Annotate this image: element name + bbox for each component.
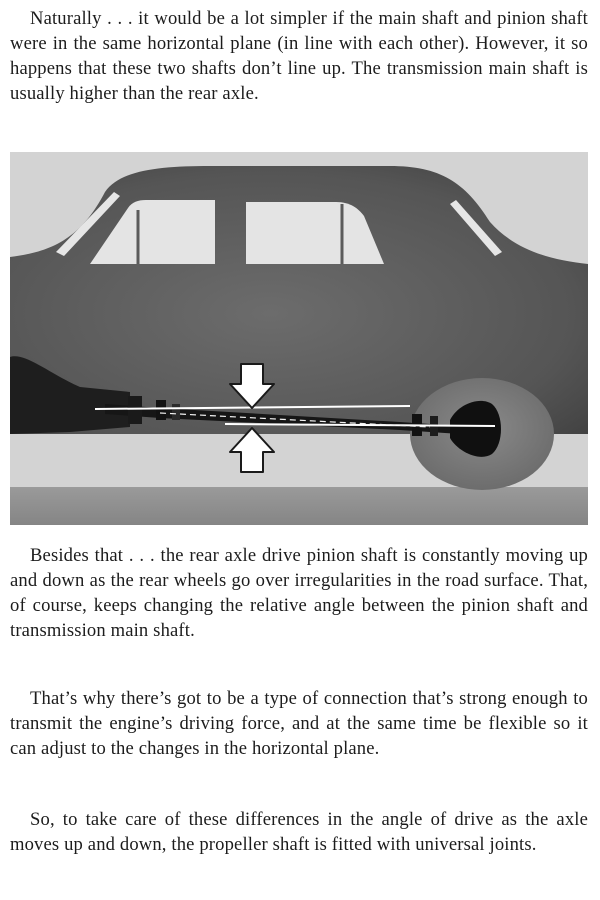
- front-joint-ring: [172, 404, 180, 420]
- paragraph-4: So, to take care of these differences in the angle of drive as the axle moves up and down, the propeller shaft is fitted with universal joints.: [10, 809, 588, 855]
- ground: [10, 487, 588, 525]
- paragraph-2: Besides that . . . the rear axle drive pinion shaft is constantly moving up and down as the rear wheels go over irregularities in the road surface. That, of course, keeps changing the relative angle between the pinion shaft and transmission main shaft.: [10, 545, 588, 641]
- paragraph-1: Naturally . . . it would be a lot simpler if the main shaft and pinion shaft were in the same horizontal plane (in line with each other). However, it so happens that these two shafts don’t line up. The transmission main shaft is usually higher than the rear axle.: [10, 8, 588, 104]
- car-shaft-illustration: [10, 152, 588, 525]
- paragraph-3: That’s why there’s got to be a type of connection that’s strong enough to transmit the engine’s driving force, and at the same time be flexible so it can adjust to the changes in the horizontal plane.: [10, 688, 588, 759]
- front-universal-joint-flange: [156, 400, 166, 420]
- front-universal-joint: [128, 396, 142, 424]
